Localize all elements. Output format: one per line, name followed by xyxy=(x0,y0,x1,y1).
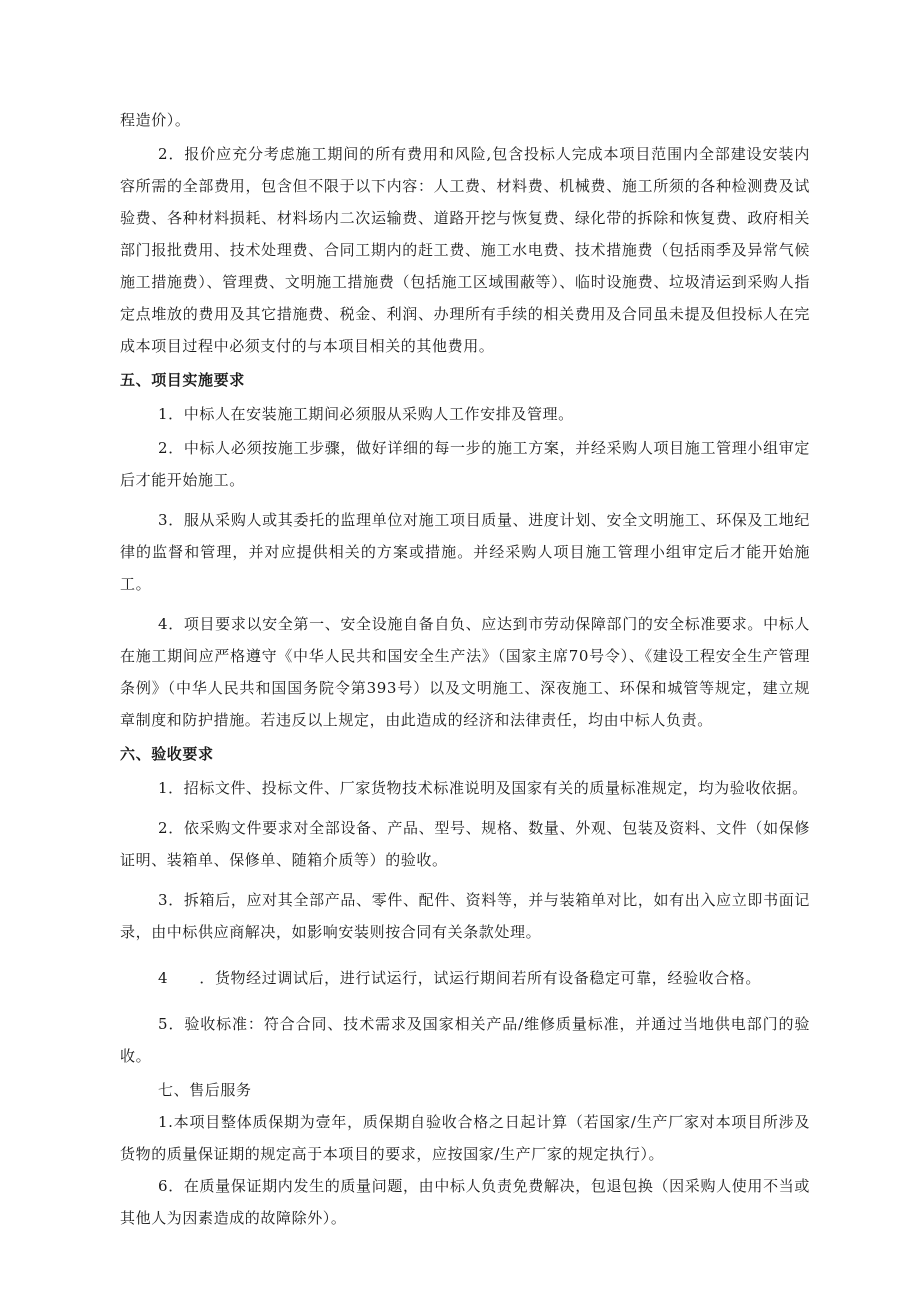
section-5-item-2: 2．中标人必须按施工步骤，做好详细的每一步的施工方案，并经采购人项目施工管理小组审定后才能开始施工。 xyxy=(120,439,810,489)
section-6-heading: 六、验收要求 xyxy=(120,745,214,763)
section-5-item-4: 4．项目要求以安全第一、安全设施自备自负、应达到市劳动保障部门的安全标准要求。中标人在施工期间应严格遵守《中华人民共和国安全生产法》（国家主席70号令）、《建设工程安全生产管理条例》（中华人民共和国国务院令第393号）以及文明施工、深夜施工、环保和城管等规定，建立规章制度和防护措施。若违反以上规定，由此造成的经济和法律责任，均由中标人负责。 xyxy=(120,615,810,729)
section-5-item-1: 1．中标人在安装施工期间必须服从采购人工作安排及管理。 xyxy=(158,405,574,423)
section-7-item-6: 6．在质量保证期内发生的质量问题，由中标人负责免费解决，包退包换（因采购人使用不当或其他人为因素造成的故障除外）。 xyxy=(120,1177,810,1227)
section-5-item-3: 3．服从采购人或其委托的监理单位对施工项目质量、进度计划、安全文明施工、环保及工地纪律的监督和管理，并对应提供相关的方案或措施。并经采购人项目施工管理小组审定后才能开始施工。 xyxy=(120,511,810,593)
section-6-item-2: 2．依采购文件要求对全部设备、产品、型号、规格、数量、外观、包装及资料、文件（如保修证明、装箱单、保修单、随箱介质等）的验收。 xyxy=(120,819,810,869)
section-7-item-1: 1.本项目整体质保期为壹年，质保期自验收合格之日起计算（若国家/生产厂家对本项目所涉及货物的质量保证期的规定高于本项目的要求，应按国家/生产厂家的规定执行）。 xyxy=(120,1113,810,1163)
continuation-paragraph: 程造价）。 xyxy=(120,111,191,129)
section-6-item-1: 1．招标文件、投标文件、厂家货物技术标准说明及国家有关的质量标准规定，均为验收依据。 xyxy=(158,779,808,797)
section-5-heading: 五、项目实施要求 xyxy=(120,371,245,389)
document-page xyxy=(120,0,810,1234)
section-6-item-4: 4 ．货物经过调试后，进行试运行，试运行期间若所有设备稳定可靠，经验收合格。 xyxy=(158,969,761,987)
price-item-2: 2．报价应充分考虑施工期间的所有费用和风险,包含投标人完成本项目范围内全部建设安装内容所需的全部费用，包含但不限于以下内容：人工费、材料费、机械费、施工所须的各种检测费及试验费、各种材料损耗、材料场内二次运输费、道路开挖与恢复费、绿化带的拆除和恢复费、政府相关部门报批费用、技术处理费、合同工期内的赶工费、施工水电费、技术措施费（包括雨季及异常气候施工措施费）、管理费、文明施工措施费（包括施工区域围蔽等）、临时设施费、垃圾清运到采购人指定点堆放的费用及其它措施费、税金、利润、办理所有手续的相关费用及合同虽未提及但投标人在完成本项目过程中必须支付的与本项目相关的其他费用。 xyxy=(120,145,810,355)
section-6-item-5: 5．验收标准：符合合同、技术需求及国家相关产品/维修质量标准，并通过当地供电部门的验收。 xyxy=(120,1015,810,1065)
section-7-heading: 七、售后服务 xyxy=(158,1081,252,1099)
section-6-item-3: 3．拆箱后，应对其全部产品、零件、配件、资料等，并与装箱单对比，如有出入应立即书面记录，由中标供应商解决，如影响安装则按合同有关条款处理。 xyxy=(120,891,810,941)
